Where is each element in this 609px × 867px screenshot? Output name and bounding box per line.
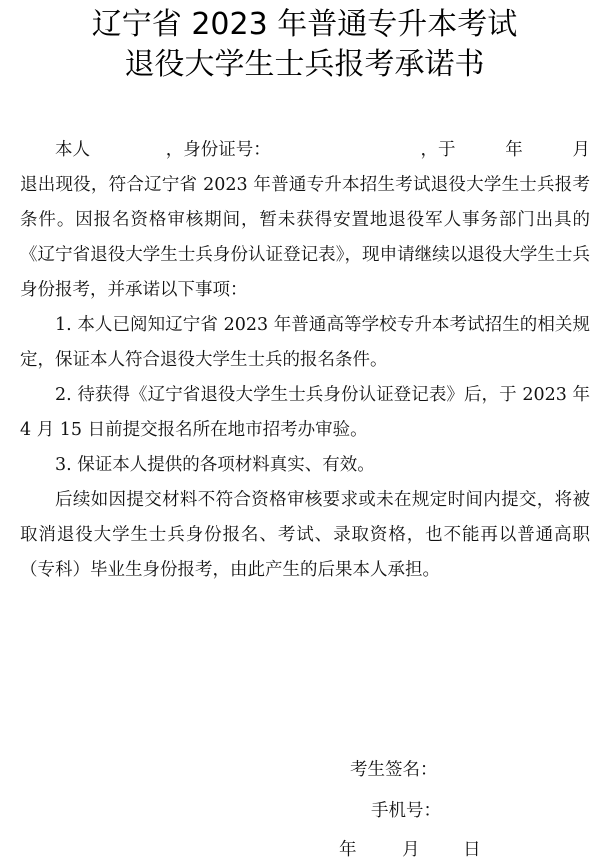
id-number-label: ，身份证号： xyxy=(165,140,271,160)
self-label: 本人 xyxy=(55,140,90,160)
signature-year-label: 年 xyxy=(339,840,357,860)
candidate-signature-label: 考生签名： xyxy=(350,760,438,780)
document-body xyxy=(20,133,590,588)
signature-day-label: 日 xyxy=(463,840,481,860)
commitment-item-1: 1. 本人已阅知辽宁省 2023 年普通高等学校专升本考试招生的相关规定，保证本人符合退役大学生士兵的报名条件。 xyxy=(20,315,590,370)
signature-month-label: 月 xyxy=(402,840,420,860)
year-label: 年 xyxy=(505,140,523,160)
paragraph-closing: 后续如因提交材料不符合资格审核要求或未在规定时间内提交，将被取消退役大学生士兵身份报名、考试、录取资格，也不能再以普通高职（专科）毕业生身份报考，由此产生的后果本人承担。 xyxy=(20,490,590,580)
month-label: 月 xyxy=(572,140,590,160)
date-prefix-label: ，于 xyxy=(420,140,456,160)
paragraph-intro: 退出现役，符合辽宁省 2023 年普通专升本招生考试退役大学生士兵报考条件。因报名资格审核期间，暂未获得安置地退役军人事务部门出具的《辽宁省退役大学生士兵身份认证登记表》，现申请继续以退役大学生士兵身份报考，并承诺以下事项： xyxy=(20,175,590,300)
personal-info-line xyxy=(20,133,590,168)
commitment-item-2: 2. 待获得《辽宁省退役大学生士兵身份认证登记表》后，于 2023 年 4 月 15 日前提交报名所在地市招考办审验。 xyxy=(20,385,590,440)
document-title-line1: 辽宁省 2023 年普通专升本考试 xyxy=(91,7,518,42)
document-title-line2: 退役大学生士兵报考承诺书 xyxy=(124,47,485,82)
phone-label: 手机号： xyxy=(371,801,441,821)
commitment-item-3: 3. 保证本人提供的各项材料真实、有效。 xyxy=(55,455,375,475)
signature-date xyxy=(339,838,481,862)
